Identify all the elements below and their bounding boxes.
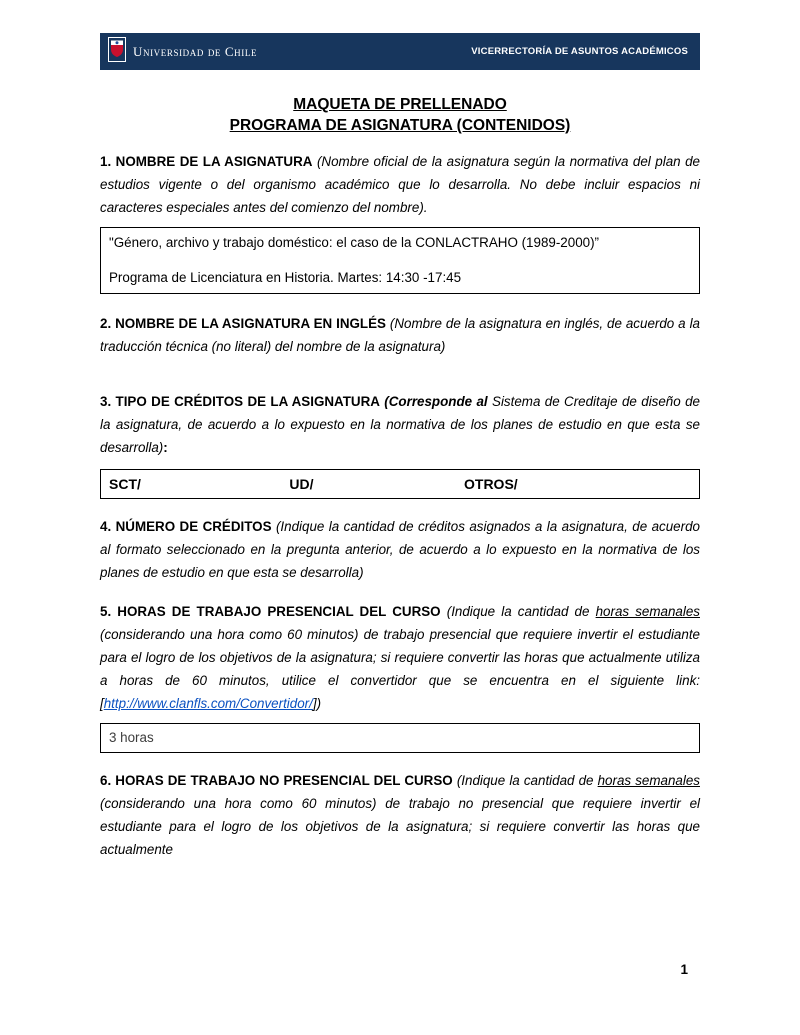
section-6 xyxy=(100,769,700,861)
presential-hours-box xyxy=(100,723,700,753)
convertidor-link[interactable]: http://www.clanfls.com/Convertidor/ xyxy=(103,696,313,711)
section-5-desc-mid: (considerando una hora como 60 minutos) de trabajo presencial que requiere invertir el estudiante para el logro de los objetivos de la asignatura; si requiere convertir las horas que actualmente utiliza a horas de 60 minutos, utilice el convertidor que se encuentra en el siguiente link: [ xyxy=(100,627,700,711)
section-4 xyxy=(100,515,700,584)
credit-type-box xyxy=(100,469,700,499)
credit-ud-label: UD/ xyxy=(289,476,314,492)
section-5 xyxy=(100,600,700,715)
course-program-value: Programa de Licenciatura en Historia. Martes: 14:30 -17:45 xyxy=(109,270,462,285)
section-3-heading: 3. TIPO DE CRÉDITOS DE LA ASIGNATURA xyxy=(100,394,380,409)
section-4-heading: 4. NÚMERO DE CRÉDITOS xyxy=(100,519,272,534)
course-name-value: "Género, archivo y trabajo doméstico: el caso de la CONLACTRAHO (1989-2000)” xyxy=(109,235,600,250)
page-number: 1 xyxy=(680,962,688,977)
credit-sct-label: SCT/ xyxy=(109,476,141,492)
section-5-underlined-term: horas semanales xyxy=(595,604,700,619)
section-5-heading: 5. HORAS DE TRABAJO PRESENCIAL DEL CURSO xyxy=(100,604,441,619)
section-1-heading: 1. NOMBRE DE LA ASIGNATURA xyxy=(100,154,313,169)
section-1 xyxy=(100,150,700,219)
title-line-2: PROGRAMA DE ASIGNATURA (CONTENIDOS) xyxy=(229,117,571,134)
header-bar xyxy=(100,33,700,70)
presential-hours-value: 3 horas xyxy=(109,730,154,745)
section-4-desc: (Indique la cantidad de créditos asignados a la asignatura, de acuerdo al formato seleccionado en la pregunta anterior, de acuerdo a lo expuesto en la normativa de los planes de estudio en que esta se desarrolla) xyxy=(100,519,700,580)
university-logo xyxy=(108,37,257,67)
section-5-desc-post: ]) xyxy=(312,696,322,711)
section-3-desc: Sistema de Creditaje de diseño de la asignatura, de acuerdo a lo expuesto en la normativa de los planes de estudio en que esta se desarrolla) xyxy=(100,394,700,455)
answer-box-course-name xyxy=(100,227,700,294)
university-crest-icon xyxy=(108,37,126,67)
section-3 xyxy=(100,390,700,459)
header-office-title: VICERRECTORÍA DE ASUNTOS ACADÉMICOS xyxy=(471,46,688,57)
section-6-desc-pre: (Indique la cantidad de xyxy=(456,773,594,788)
credit-otros-label: OTROS/ xyxy=(464,476,518,492)
section-1-desc: (Nombre oficial de la asignatura según la normativa del plan de estudios vigente o del organismo académico que lo desarrolla. No debe incluir espacios ni caracteres especiales antes del comienzo del nombre). xyxy=(100,154,700,215)
section-2-heading: 2. NOMBRE DE LA ASIGNATURA EN INGLÉS xyxy=(100,316,386,331)
university-name: Universidad de Chile xyxy=(133,43,258,59)
course-name-spacer xyxy=(109,253,691,268)
section-3-colon: : xyxy=(163,440,168,455)
section-2-desc: (Nombre de la asignatura en inglés, de acuerdo a la traducción técnica (no literal) del nombre de la asignatura) xyxy=(100,316,700,354)
section-6-underlined-term: horas semanales xyxy=(597,773,700,788)
section-3-desc-bold: (Corresponde al xyxy=(384,394,488,409)
section-2 xyxy=(100,312,700,358)
section-5-desc-pre: (Indique la cantidad de xyxy=(446,604,590,619)
section-6-heading: 6. HORAS DE TRABAJO NO PRESENCIAL DEL CURSO xyxy=(100,773,453,788)
document-title xyxy=(100,94,700,136)
title-line-1: MAQUETA DE PRELLENADO xyxy=(293,96,507,113)
section-6-desc-post: (considerando una hora como 60 minutos) de trabajo no presencial que requiere invertir el estudiante para el logro de los objetivos de la asignatura; si requiere convertir las horas que actualmente xyxy=(100,796,700,857)
